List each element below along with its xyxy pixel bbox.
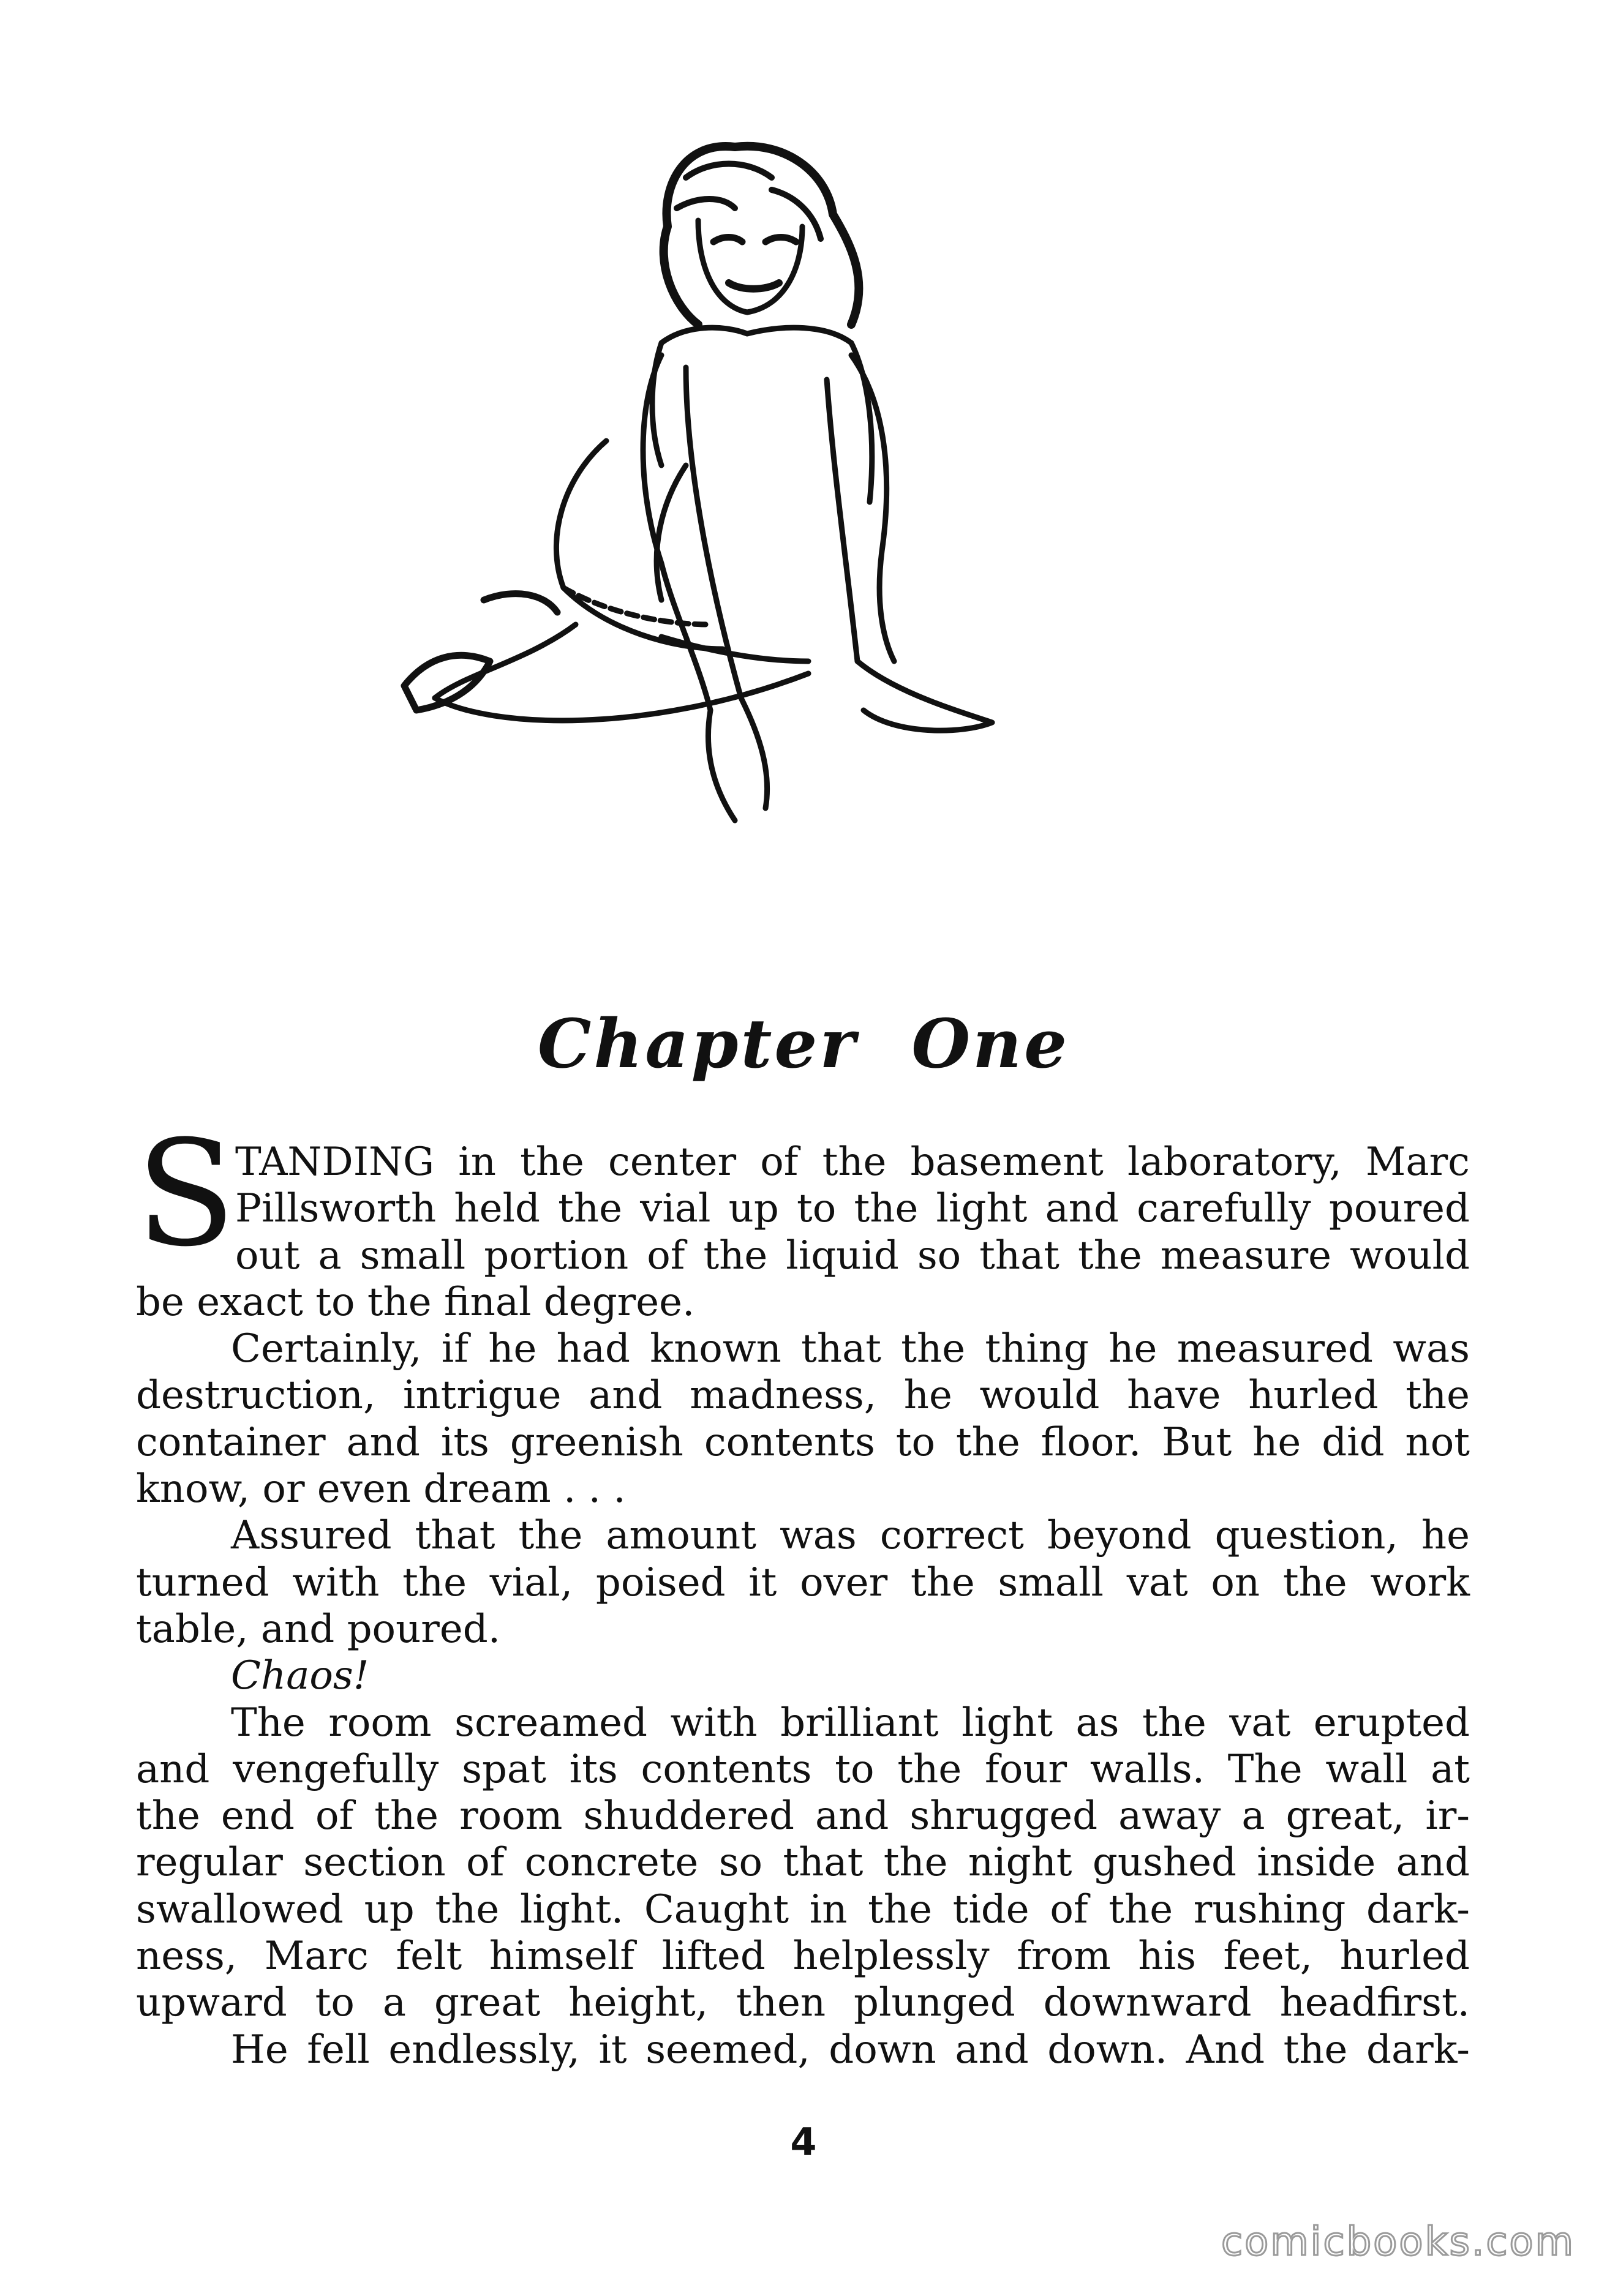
chapter-title xyxy=(0,1004,1607,1083)
woman-illustration xyxy=(343,122,1102,967)
chapter-title-word-2: One xyxy=(911,1004,1070,1083)
drop-cap: S xyxy=(136,1109,236,1279)
text-line: table, and poured. xyxy=(136,1606,501,1652)
text-line: destruction, intrigue and madness, he would have hurled the xyxy=(136,1373,1470,1419)
watermark: comicbooks.com xyxy=(1221,2219,1575,2265)
text-line: and vengefully spat its contents to the four walls. The wall at xyxy=(136,1746,1470,1792)
text-line: The room screamed with brilliant light as the vat erupted xyxy=(231,1700,1470,1746)
text-line: ness, Marc felt himself lifted helplessly from his feet, hurled xyxy=(136,1934,1470,1979)
text-line: know, or even dream . . . xyxy=(136,1466,626,1512)
text-line: regular section of concrete so that the night gushed inside and xyxy=(136,1840,1470,1886)
text-line: swallowed up the light. Caught in the tide of the rushing dark- xyxy=(136,1886,1470,1932)
text-line: He fell endlessly, it seemed, down and down. And the dark- xyxy=(231,2027,1470,2073)
text-line: Chaos! xyxy=(231,1653,369,1699)
text-line: Assured that the amount was correct beyond question, he xyxy=(231,1513,1470,1559)
text-line: upward to a great height, then plunged downward headfirst. xyxy=(136,1980,1470,2026)
text-line: TANDING in the center of the basement laboratory, Marc xyxy=(235,1139,1470,1185)
text-line: the end of the room shuddered and shrugged away a great, ir- xyxy=(136,1793,1470,1839)
text-line: out a small portion of the liquid so that the measure would xyxy=(235,1232,1470,1278)
chapter-title-word-1: Chapter xyxy=(537,1004,858,1083)
text-line: be exact to the final degree. xyxy=(136,1279,695,1325)
text-line: Certainly, if he had known that the thing he measured was xyxy=(231,1326,1470,1372)
text-line: Pillsworth held the vial up to the light and carefully poured xyxy=(235,1186,1470,1232)
text-line: container and its greenish contents to the floor. But he did not xyxy=(136,1419,1470,1465)
text-line: turned with the vial, poised it over the small vat on the work xyxy=(136,1559,1470,1605)
page-number: 4 xyxy=(790,2120,817,2164)
body-text xyxy=(136,1109,1470,2073)
